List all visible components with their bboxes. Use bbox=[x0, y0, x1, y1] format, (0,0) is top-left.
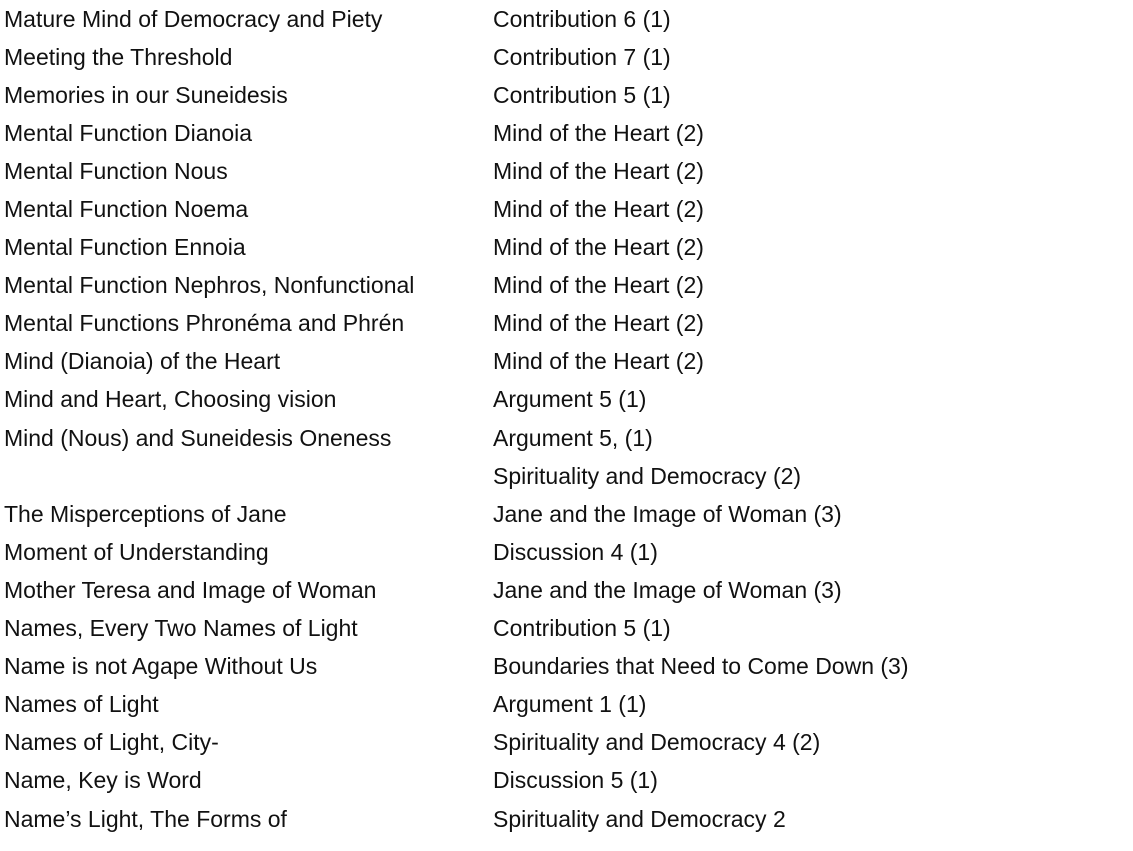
index-reference: Discussion 5 (1) bbox=[493, 767, 658, 794]
index-row bbox=[4, 0, 1124, 38]
index-term: Meeting the Threshold bbox=[4, 43, 233, 70]
index-reference: Spirituality and Democracy 2 bbox=[493, 805, 786, 832]
index-row bbox=[4, 610, 1124, 648]
index-row bbox=[4, 76, 1124, 114]
index-list bbox=[4, 0, 1124, 838]
index-term: Name, Key is Word bbox=[4, 767, 202, 794]
index-term: Mental Function Nephros, Nonfunctional bbox=[4, 272, 415, 299]
index-reference: Boundaries that Need to Come Down (3) bbox=[493, 653, 909, 680]
index-row bbox=[4, 343, 1124, 381]
index-row bbox=[4, 571, 1124, 609]
index-reference: Spirituality and Democracy (2) bbox=[493, 462, 802, 489]
index-term: Mature Mind of Democracy and Piety bbox=[4, 5, 383, 32]
index-reference: Mind of the Heart (2) bbox=[493, 196, 704, 223]
index-reference: Contribution 5 (1) bbox=[493, 615, 671, 642]
index-term: Mind (Dianoia) of the Heart bbox=[4, 348, 281, 375]
index-term: Mind and Heart, Choosing vision bbox=[4, 386, 337, 413]
index-term: Names of Light bbox=[4, 691, 159, 718]
index-row bbox=[4, 648, 1124, 686]
index-term: Names, Every Two Names of Light bbox=[4, 615, 358, 642]
index-term: Mental Function Ennoia bbox=[4, 234, 246, 261]
index-term: Names of Light, City- bbox=[4, 729, 219, 756]
index-term: Mother Teresa and Image of Woman bbox=[4, 576, 377, 603]
index-reference: Mind of the Heart (2) bbox=[493, 272, 704, 299]
index-row bbox=[4, 229, 1124, 267]
index-row bbox=[4, 114, 1124, 152]
index-term: Name is not Agape Without Us bbox=[4, 653, 318, 680]
index-row bbox=[4, 800, 1124, 838]
index-row bbox=[4, 533, 1124, 571]
index-reference: Contribution 5 (1) bbox=[493, 81, 671, 108]
index-term: The Misperceptions of Jane bbox=[4, 500, 287, 527]
index-row bbox=[4, 305, 1124, 343]
index-term: Mental Function Noema bbox=[4, 196, 249, 223]
index-reference: Argument 5, (1) bbox=[493, 424, 653, 451]
index-row bbox=[4, 190, 1124, 228]
index-term: Mental Function Dianoia bbox=[4, 119, 253, 146]
index-reference: Jane and the Image of Woman (3) bbox=[493, 500, 842, 527]
index-term: Mental Function Nous bbox=[4, 157, 228, 184]
index-reference: Contribution 6 (1) bbox=[493, 5, 671, 32]
index-row bbox=[4, 686, 1124, 724]
index-row bbox=[4, 762, 1124, 800]
index-term: Mind (Nous) and Suneidesis Oneness bbox=[4, 424, 392, 451]
index-row bbox=[4, 419, 1124, 457]
index-reference: Jane and the Image of Woman (3) bbox=[493, 576, 842, 603]
index-reference: Discussion 4 (1) bbox=[493, 538, 658, 565]
index-reference: Argument 5 (1) bbox=[493, 386, 647, 413]
index-term: Memories in our Suneidesis bbox=[4, 81, 288, 108]
index-row bbox=[4, 381, 1124, 419]
index-term: Moment of Understanding bbox=[4, 538, 269, 565]
index-reference: Contribution 7 (1) bbox=[493, 43, 671, 70]
index-row bbox=[4, 152, 1124, 190]
index-reference: Mind of the Heart (2) bbox=[493, 234, 704, 261]
index-row bbox=[4, 38, 1124, 76]
index-reference: Mind of the Heart (2) bbox=[493, 157, 704, 184]
index-row bbox=[4, 495, 1124, 533]
index-reference: Mind of the Heart (2) bbox=[493, 310, 704, 337]
index-reference: Mind of the Heart (2) bbox=[493, 119, 704, 146]
index-reference: Mind of the Heart (2) bbox=[493, 348, 704, 375]
index-term: Mental Functions Phronéma and Phrén bbox=[4, 310, 405, 337]
index-term: Name’s Light, The Forms of bbox=[4, 805, 287, 832]
index-row bbox=[4, 267, 1124, 305]
index-row bbox=[4, 457, 1124, 495]
index-reference: Argument 1 (1) bbox=[493, 691, 647, 718]
index-reference: Spirituality and Democracy 4 (2) bbox=[493, 729, 821, 756]
index-row bbox=[4, 724, 1124, 762]
